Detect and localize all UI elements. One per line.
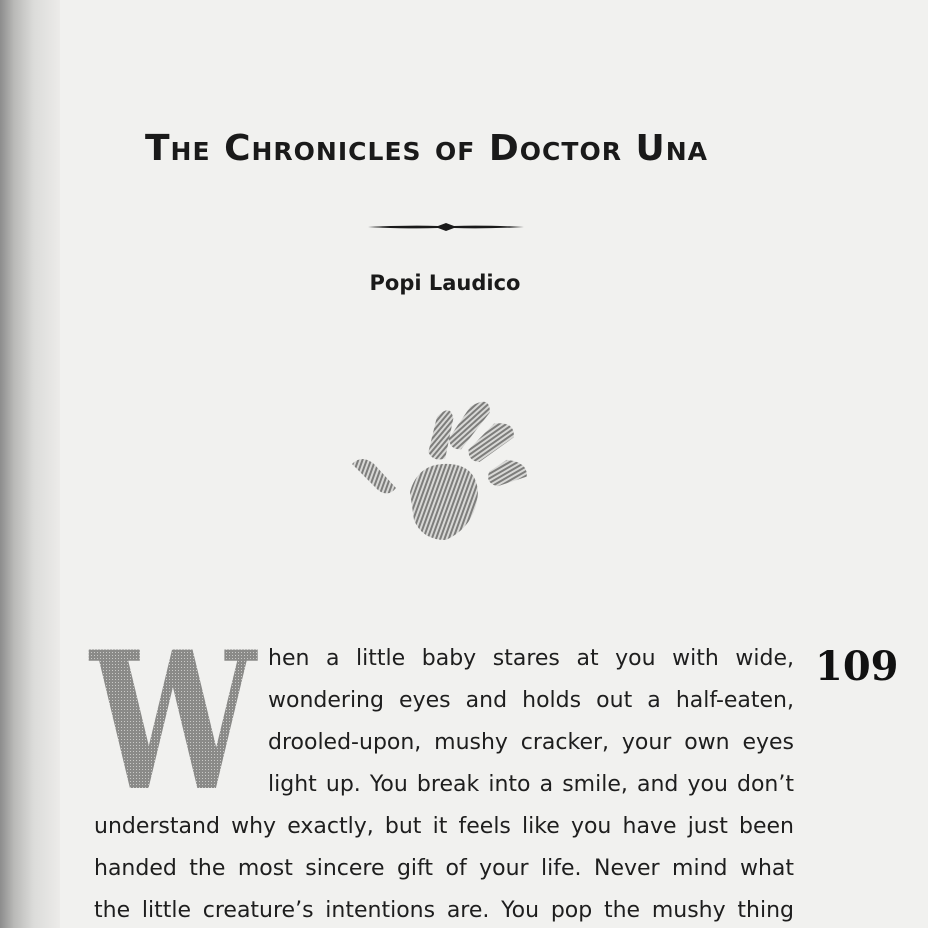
chapter-title: The Chronicles of Doctor Una [145, 128, 708, 169]
body-line-4: light up. You break into a smile, and you don’t [268, 772, 794, 797]
body-line-2: wondering eyes and holds out a half-eaten, [268, 688, 794, 713]
chapter-author: Popi Laudico [369, 271, 521, 295]
ornament-divider-icon [368, 219, 524, 235]
body-line-5: understand why exactly, but it feels like you have just been [94, 814, 794, 839]
page-number: 109 [815, 643, 899, 690]
body-line-3: drooled-upon, mushy cracker, your own eyes [268, 730, 794, 755]
drop-cap-glyph: W [88, 610, 259, 833]
body-line-6: handed the most sincere gift of your life. Never mind what [94, 856, 794, 881]
body-line-7: the little creature’s intentions are. You pop the mushy thing [94, 898, 794, 923]
body-line-1: hen a little baby stares at you with wide, [268, 646, 794, 671]
drop-cap-letter [88, 610, 259, 833]
handprint-icon [348, 380, 548, 550]
